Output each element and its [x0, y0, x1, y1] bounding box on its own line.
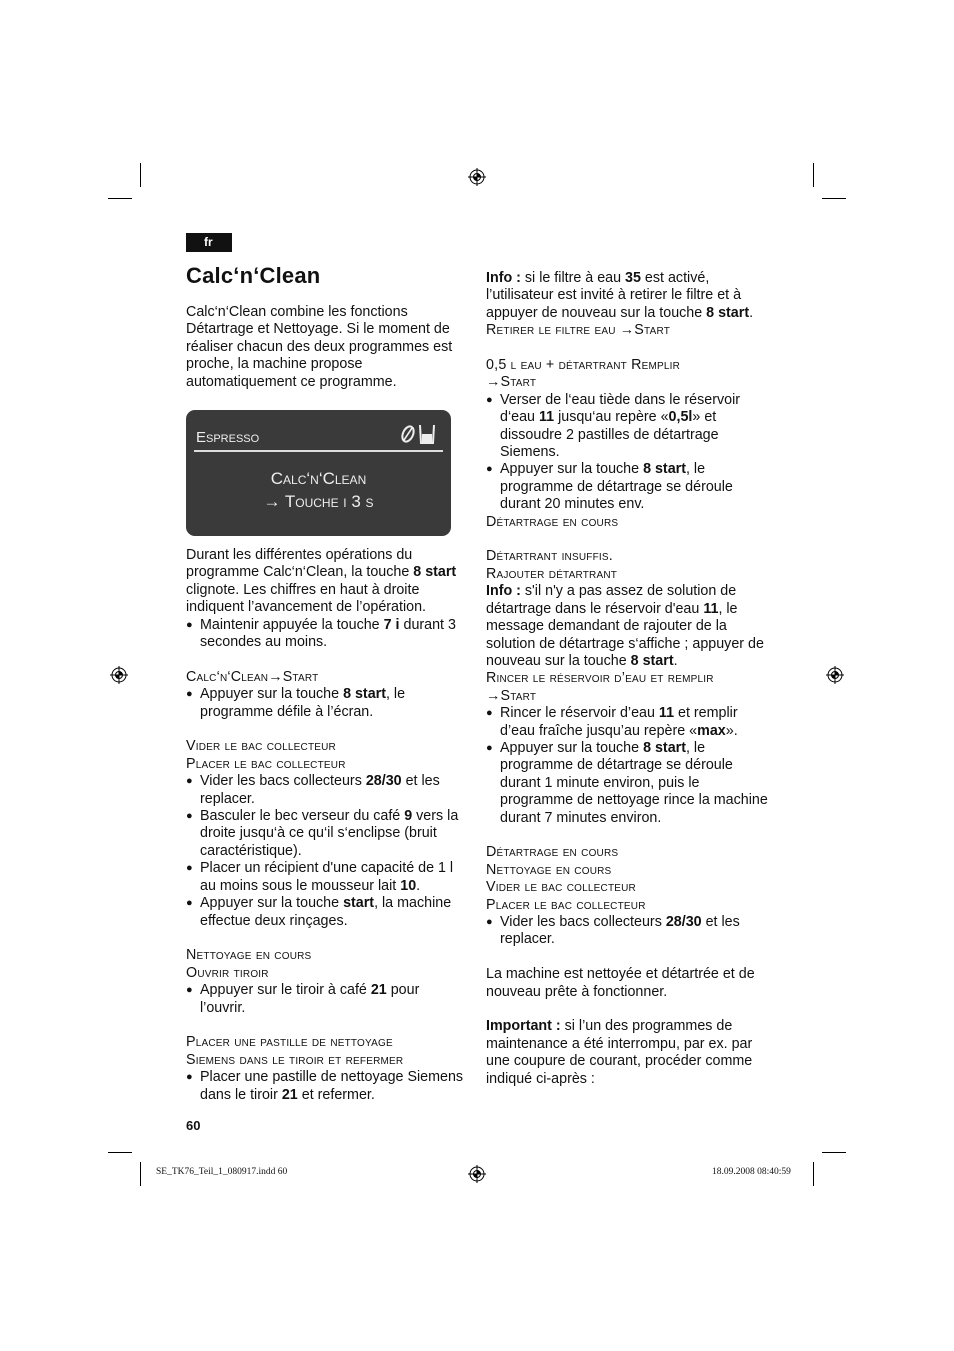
display-message: Détartrant insuffis. — [486, 548, 613, 565]
crop-mark — [813, 163, 814, 187]
list-item: ● Basculer le bec verseur du café 9 vers la droite jusqu‘à ce qu‘il s‘enclipse (bruit caractéristique). — [186, 808, 468, 860]
display-title: Espresso — [196, 429, 260, 446]
display-message: Siemens dans le tiroir et refermer — [186, 1051, 404, 1068]
bean-cup-icon — [399, 422, 437, 446]
registration-mark-icon — [110, 666, 128, 684]
crop-mark — [822, 198, 846, 199]
registration-mark-icon — [826, 666, 844, 684]
list-item: ● Verser de l‘eau tiède dans le réservoir d‘eau 11 jusqu‘au repère «0,5l» et dissoudre 2 pastilles de détartrage Siemens. — [486, 392, 770, 462]
left-column — [186, 304, 466, 391]
display-message: Vider le bac collecteur — [186, 738, 336, 755]
bullet-list — [186, 773, 468, 930]
display-message: Rajouter détartrant — [486, 565, 618, 582]
display-message: Rincer le réservoir d’eau et remplir — [486, 670, 714, 687]
bullet-list — [186, 686, 468, 721]
right-column — [486, 270, 770, 1088]
display-message: Nettoyage en cours — [186, 947, 312, 964]
list-item: ● Maintenir appuyée la touche 7 i durant 3 secondes au moins. — [186, 617, 468, 652]
registration-mark-icon — [468, 1165, 486, 1183]
intro-paragraph: Calc‘n‘Clean combine les fonctions Détartrage et Nettoyage. Si le moment de réaliser chacun des deux programmes est proche, la machine propose automatiquement ce programme. — [186, 304, 453, 390]
list-item: ● Vider les bacs collecteurs 28/30 et les replacer. — [486, 914, 770, 949]
list-item: ● Appuyer sur la touche 8 start, le programme de détartrage se déroule durant 20 minutes env. — [486, 461, 770, 513]
display-divider — [194, 450, 443, 452]
bullet-list — [186, 1069, 468, 1104]
list-item: ● Appuyer sur la touche 8 start, le programme défile à l’écran. — [186, 686, 468, 721]
list-item: ● Placer un récipient d'une capacité de 1 l au moins sous le mousseur lait 10. — [186, 860, 468, 895]
display-message: Nettoyage en cours — [486, 861, 612, 878]
list-item: ● Placer une pastille de nettoyage Siemens dans le tiroir 21 et refermer. — [186, 1069, 468, 1104]
important-paragraph: Important : si l’un des programmes de maintenance a été interrompu, par ex. par une coupure de courant, procéder comme indiqué ci-après : — [486, 1018, 753, 1087]
display-message: Placer le bac collecteur — [186, 755, 346, 772]
display-line-1: Calc‘n‘Clean — [270, 469, 367, 488]
display-message: 0,5 l eau + détartrant Remplir — [486, 357, 681, 374]
language-tab — [186, 233, 232, 252]
language-label: fr — [204, 235, 213, 249]
display-message: Retirer le filtre eau →Start — [486, 322, 671, 339]
crop-mark — [813, 1162, 814, 1186]
crop-mark — [108, 198, 132, 199]
bullet-list — [486, 392, 770, 514]
paragraph: Durant les différentes opérations du programme Calc‘n‘Clean, la touche 8 start clignote. Les chiffres en haut à droite indiquent l’avancement de l’opération. — [186, 547, 457, 616]
crop-mark — [822, 1152, 846, 1153]
display-message: →Start — [486, 687, 537, 704]
registration-mark-icon — [468, 168, 486, 186]
footer-timestamp: 18.09.2008 08:40:59 — [712, 1167, 791, 1177]
display-line-2: → Touche i 3 s — [263, 492, 374, 511]
display-message: Vider le bac collecteur — [486, 879, 636, 896]
list-item: ● Vider les bacs collecteurs 28/30 et les replacer. — [186, 773, 468, 808]
info-paragraph: Info : si le filtre à eau 35 est activé, l’utilisateur est invité à retirer le filtre et à appuyer de nouveau sur la touche 8 start. — [486, 270, 754, 321]
display-message: →Start — [486, 374, 537, 391]
page-title: Calc‘n‘Clean — [186, 263, 321, 288]
bullet-list — [486, 705, 770, 827]
bullet-list — [186, 982, 468, 1017]
list-item: ● Appuyer sur la touche 8 start, le programme de détartrage se déroule durant 1 minute environ, puis le programme de nettoyage rince la machine durant 7 minutes environ. — [486, 740, 770, 827]
left-column-body — [186, 547, 468, 1104]
page-number: 60 — [186, 1118, 201, 1133]
bullet-list — [486, 914, 770, 949]
machine-display — [186, 410, 451, 536]
crop-mark — [108, 1152, 132, 1153]
bullet-list — [186, 617, 468, 652]
list-item: ● Appuyer sur la touche start, la machine effectue deux rinçages. — [186, 895, 468, 930]
list-item: ● Appuyer sur le tiroir à café 21 pour l’ouvrir. — [186, 982, 468, 1017]
display-message: Calc‘n‘Clean→Start — [186, 668, 319, 685]
display-message: Détartrage en cours — [486, 513, 619, 530]
footer-file-info: SE_TK76_Teil_1_080917.indd 60 — [156, 1167, 288, 1177]
info-paragraph: Info : s'il n'y a pas assez de solution de détartrage dans le réservoir d'eau 11, le message demandant de rajouter de la solution de détartrage s‘affiche ; appuyer de nouveau sur la touche 8 start. — [486, 583, 764, 669]
crop-mark — [140, 163, 141, 187]
display-message: Détartrage en cours — [486, 844, 619, 861]
display-message: Placer une pastille de nettoyage — [186, 1034, 393, 1051]
display-message: Placer le bac collecteur — [486, 896, 646, 913]
list-item: ● Rincer le réservoir d’eau 11 et remplir d’eau fraîche jusqu’au repère «max». — [486, 705, 770, 740]
crop-mark — [140, 1162, 141, 1186]
display-message: Ouvrir tiroir — [186, 964, 269, 981]
paragraph: La machine est nettoyée et détartrée et de nouveau prête à fonctionner. — [486, 966, 755, 1000]
